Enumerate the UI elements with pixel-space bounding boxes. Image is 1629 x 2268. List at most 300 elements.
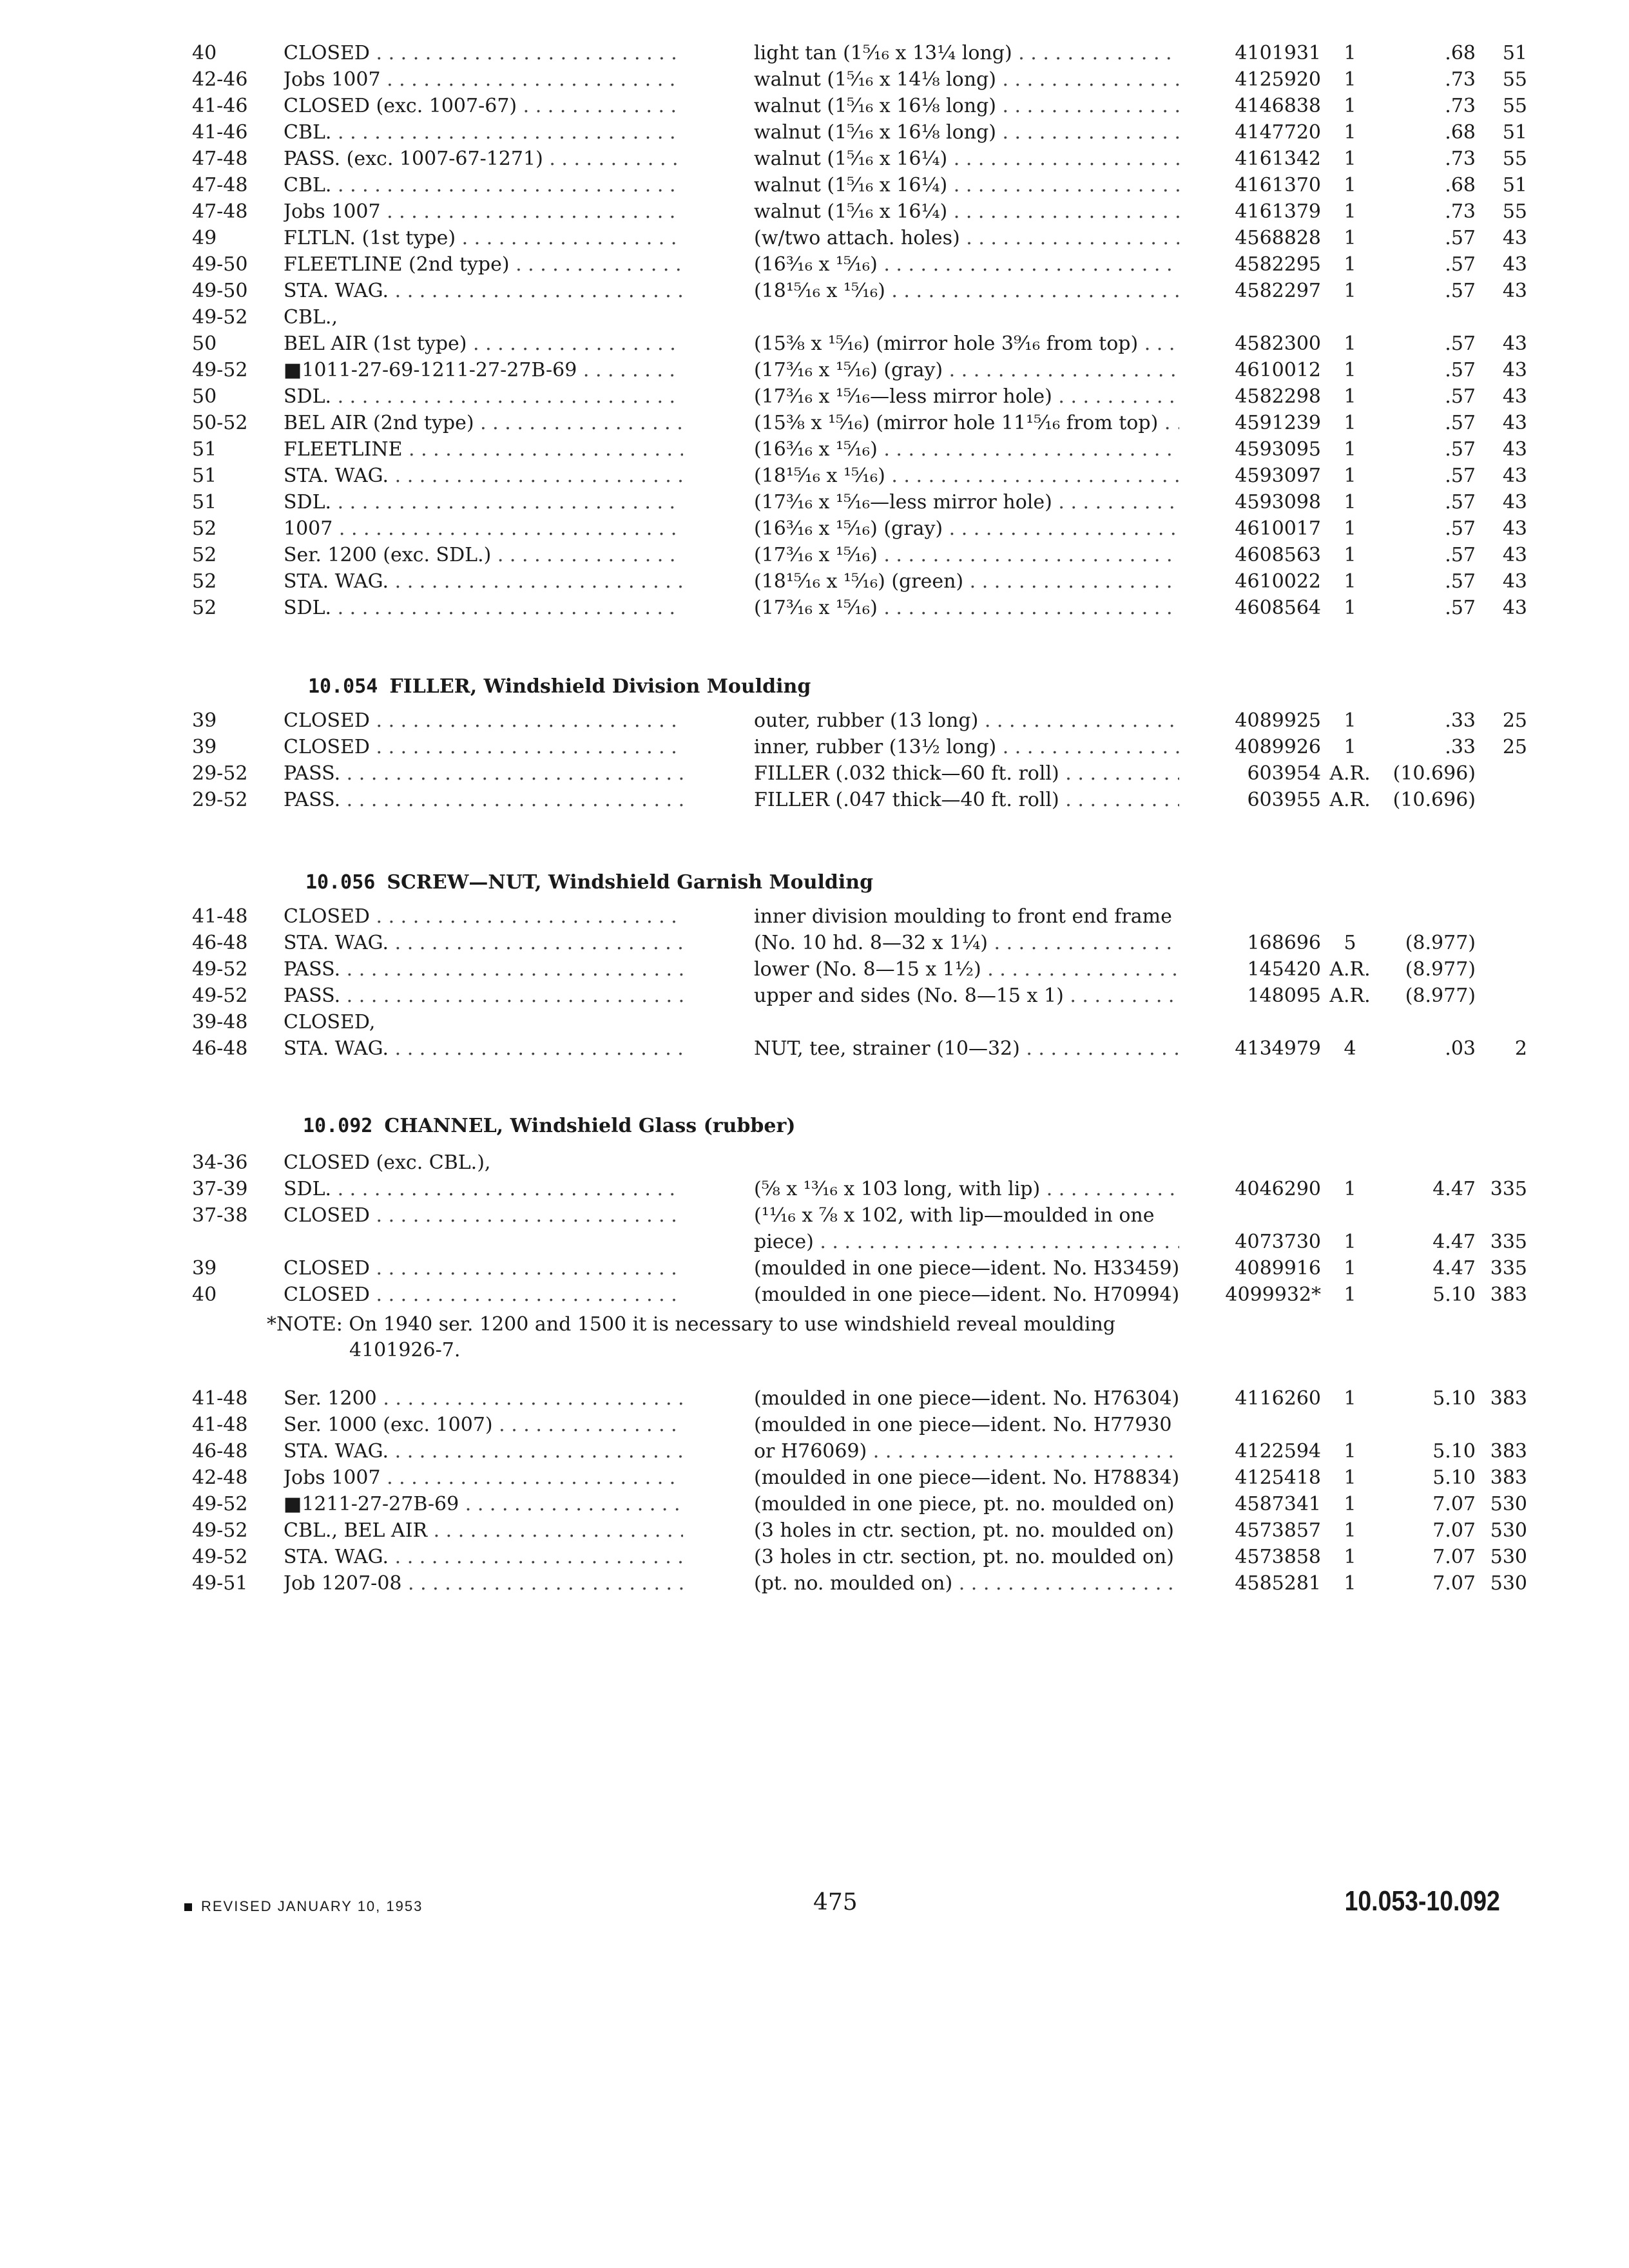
model-cell: PASS. . . . [284, 787, 683, 813]
year-range: 47-48 [192, 148, 248, 170]
price: .57 [1445, 412, 1476, 434]
table-row [0, 1438, 1629, 1465]
description-cell: (18¹⁵⁄₁₆ x ¹⁵⁄₁₆) . . . [754, 278, 1179, 304]
part-number: 4582295 [1235, 253, 1321, 276]
year-range: 49-50 [192, 280, 248, 302]
group-number: 530 [1490, 1572, 1527, 1595]
quantity: 1 [1344, 359, 1356, 381]
section-heading-10-054 [308, 675, 811, 698]
part-number: 4608563 [1235, 544, 1321, 566]
price: .33 [1445, 709, 1476, 732]
quantity: 1 [1344, 736, 1356, 758]
year-range: 39-48 [192, 1011, 248, 1033]
section-title: CHANNEL, Windshield Glass (rubber) [384, 1115, 796, 1137]
description-cell: (18¹⁵⁄₁₆ x ¹⁵⁄₁₆) (green) . . . [754, 568, 1179, 595]
year-range: 49-52 [192, 985, 248, 1007]
group-number: 530 [1490, 1493, 1527, 1515]
description-cell: (No. 10 hd. 8—32 x 1¼) . . . [754, 930, 1179, 956]
model-cell: CLOSED . . . [284, 734, 683, 760]
model-cell: SDL. . . . [284, 489, 683, 515]
group-number: 43 [1502, 359, 1527, 381]
quantity: 4 [1344, 1037, 1356, 1060]
table-row [0, 1412, 1629, 1438]
model-cell: CLOSED . . . [284, 40, 683, 66]
price: 4.47 [1432, 1257, 1476, 1280]
table-row [0, 760, 1629, 787]
section-10-054 [0, 707, 1629, 813]
part-number: 4582298 [1235, 385, 1321, 408]
price: .73 [1445, 68, 1476, 91]
quantity: 1 [1344, 1572, 1356, 1595]
table-row [0, 251, 1629, 278]
quantity: A.R. [1329, 985, 1371, 1007]
group-number: 55 [1502, 148, 1527, 170]
price: .73 [1445, 148, 1476, 170]
model-cell: CBL., BEL AIR . . . [284, 1517, 683, 1544]
quantity: 1 [1344, 174, 1356, 197]
price: .57 [1445, 570, 1476, 593]
year-range: 50-52 [192, 412, 248, 434]
quantity: 1 [1344, 1519, 1356, 1542]
price: .57 [1445, 253, 1476, 276]
table-row [0, 1255, 1629, 1282]
year-range: 49-52 [192, 1493, 248, 1515]
part-number: 4116260 [1235, 1387, 1321, 1410]
table-row [0, 436, 1629, 463]
model-cell: Ser. 1000 (exc. 1007) . . . [284, 1412, 683, 1438]
description-cell: walnut (1⁵⁄₁₆ x 16¼) . . . [754, 146, 1179, 172]
description-cell: (16³⁄₁₆ x ¹⁵⁄₁₆) . . . [754, 436, 1179, 463]
footnote-line: 4101926-7. [349, 1339, 461, 1361]
year-range: 51 [192, 491, 217, 514]
year-range: 49-52 [192, 359, 248, 381]
price: 5.10 [1432, 1387, 1476, 1410]
year-range: 42-46 [192, 68, 248, 91]
section-number: 10.092 [303, 1115, 373, 1137]
description-cell: (moulded in one piece—ident. No. H77930 [754, 1414, 1172, 1436]
quantity: 1 [1344, 412, 1356, 434]
model-cell: PASS. . . . [284, 956, 683, 983]
price: 4.47 [1432, 1231, 1476, 1253]
group-number: 55 [1502, 68, 1527, 91]
quantity: 1 [1344, 517, 1356, 540]
part-number: 4122594 [1235, 1440, 1321, 1463]
table-row [0, 489, 1629, 515]
quantity: 1 [1344, 1231, 1356, 1253]
year-range: 37-39 [192, 1178, 248, 1200]
table-row [0, 956, 1629, 983]
model-cell: CLOSED . . . [284, 1282, 683, 1308]
price: (10.696) [1393, 762, 1476, 785]
section-title: SCREW—NUT, Windshield Garnish Moulding [387, 871, 874, 894]
page-number: 475 [813, 1889, 858, 1916]
quantity: 1 [1344, 385, 1356, 408]
part-number: 4593095 [1235, 438, 1321, 461]
model-cell: CLOSED . . . [284, 903, 683, 930]
part-number: 603954 [1247, 762, 1321, 785]
description-cell: upper and sides (No. 8—15 x 1) . . . [754, 983, 1179, 1009]
quantity: 1 [1344, 597, 1356, 619]
section-number: 10.056 [305, 871, 376, 894]
table-row [0, 172, 1629, 198]
year-range: 39 [192, 1257, 217, 1280]
quantity: 1 [1344, 280, 1356, 302]
year-range: 39 [192, 709, 217, 732]
part-number: 4573858 [1235, 1546, 1321, 1568]
description-cell: (¹¹⁄₁₆ x ⅞ x 102, with lip—moulded in one [754, 1204, 1155, 1227]
description-cell: (moulded in one piece—ident. No. H76304) . . . [754, 1385, 1179, 1412]
model-cell: Job 1207-08 . . . [284, 1570, 683, 1597]
description-cell: (17³⁄₁₆ x ¹⁵⁄₁₆) (gray) . . . [754, 357, 1179, 383]
model-cell: Ser. 1200 . . . [284, 1385, 683, 1412]
price: 7.07 [1432, 1493, 1476, 1515]
part-number: 4089925 [1235, 709, 1321, 732]
section-heading-10-056 [305, 871, 873, 894]
year-range: 49 [192, 227, 217, 249]
table-row [0, 1202, 1629, 1229]
description-cell: (⁵⁄₈ x ¹³⁄₁₆ x 103 long, with lip) . . . [754, 1176, 1179, 1202]
quantity: 1 [1344, 1283, 1356, 1306]
model-cell: Ser. 1200 (exc. SDL.) . . . [284, 542, 683, 568]
table-row [0, 146, 1629, 172]
table-row [0, 357, 1629, 383]
description-cell: (3 holes in ctr. section, pt. no. moulded on) . . . [754, 1517, 1179, 1544]
price: .57 [1445, 359, 1476, 381]
table-row [0, 1035, 1629, 1062]
year-range: 41-48 [192, 1414, 248, 1436]
year-range: 41-46 [192, 121, 248, 144]
group-number: 335 [1490, 1178, 1527, 1200]
quantity: 1 [1344, 1387, 1356, 1410]
year-range: 46-48 [192, 1440, 248, 1463]
table-row [0, 66, 1629, 93]
year-range: 39 [192, 736, 217, 758]
year-range: 40 [192, 1283, 217, 1306]
description-cell: (17³⁄₁₆ x ¹⁵⁄₁₆) . . . [754, 595, 1179, 621]
group-number: 43 [1502, 465, 1527, 487]
model-cell: CLOSED (exc. CBL.), [284, 1151, 491, 1174]
model-cell: 1007 . . . [284, 515, 683, 542]
price: .57 [1445, 280, 1476, 302]
description-cell: inner, rubber (13½ long) . . . [754, 734, 1179, 760]
year-range: 40 [192, 42, 217, 64]
part-number: 4125418 [1235, 1466, 1321, 1489]
year-range: 50 [192, 385, 217, 408]
footnote [267, 1312, 1115, 1363]
quantity: 1 [1344, 491, 1356, 514]
group-number: 43 [1502, 227, 1527, 249]
part-number: 603955 [1247, 789, 1321, 811]
section-range: 10.053-10.092 [1344, 1885, 1500, 1917]
description-cell: (moulded in one piece, pt. no. moulded on) . . . [754, 1491, 1179, 1517]
price: .73 [1445, 95, 1476, 117]
price: .57 [1445, 385, 1476, 408]
part-number: 4610022 [1235, 570, 1321, 593]
quantity: 1 [1344, 544, 1356, 566]
quantity: 1 [1344, 253, 1356, 276]
year-range: 49-52 [192, 1546, 248, 1568]
quantity: 1 [1344, 42, 1356, 64]
section-10-092-continued [0, 1385, 1629, 1597]
quantity: 1 [1344, 148, 1356, 170]
part-number: 4608564 [1235, 597, 1321, 619]
year-range: 52 [192, 570, 217, 593]
quantity: 5 [1344, 932, 1356, 954]
table-row [0, 734, 1629, 760]
description-cell: piece) . . . [754, 1229, 1179, 1255]
section-title: FILLER, Windshield Division Moulding [389, 675, 811, 698]
model-cell: CLOSED . . . [284, 1202, 683, 1229]
revision-note [184, 1898, 423, 1915]
table-row [0, 1176, 1629, 1202]
table-row [0, 787, 1629, 813]
year-range: 29-52 [192, 762, 248, 785]
revision-date: REVISED JANUARY 10, 1953 [201, 1898, 423, 1914]
group-number: 43 [1502, 438, 1527, 461]
year-range: 51 [192, 465, 217, 487]
description-cell: (16³⁄₁₆ x ¹⁵⁄₁₆) (gray) . . . [754, 515, 1179, 542]
group-number: 51 [1502, 42, 1527, 64]
part-number: 4610012 [1235, 359, 1321, 381]
group-number: 51 [1502, 121, 1527, 144]
description-cell: (15⅜ x ¹⁵⁄₁₆) (mirror hole 11¹⁵⁄₁₆ from top) . . . [754, 410, 1179, 436]
group-number: 383 [1490, 1283, 1527, 1306]
table-row [0, 1517, 1629, 1544]
year-range: 29-52 [192, 789, 248, 811]
description-cell: or H76069) . . . [754, 1438, 1179, 1465]
quantity: 1 [1344, 200, 1356, 223]
part-number: 4073730 [1235, 1231, 1321, 1253]
year-range: 46-48 [192, 1037, 248, 1060]
year-range: 49-52 [192, 958, 248, 981]
part-number: 4568828 [1235, 227, 1321, 249]
model-cell: STA. WAG. . . . [284, 1438, 683, 1465]
description-cell: (16³⁄₁₆ x ¹⁵⁄₁₆) . . . [754, 251, 1179, 278]
quantity: 1 [1344, 95, 1356, 117]
price: .57 [1445, 517, 1476, 540]
year-range: 41-48 [192, 905, 248, 928]
price: 4.47 [1432, 1178, 1476, 1200]
description-cell: (18¹⁵⁄₁₆ x ¹⁵⁄₁₆) . . . [754, 463, 1179, 489]
quantity: 1 [1344, 465, 1356, 487]
quantity: 1 [1344, 1493, 1356, 1515]
quantity: 1 [1344, 1440, 1356, 1463]
description-cell: walnut (1⁵⁄₁₆ x 16¼) . . . [754, 198, 1179, 225]
description-cell: lower (No. 8—15 x 1½) . . . [754, 956, 1179, 983]
quantity: 1 [1344, 438, 1356, 461]
model-cell: FLTLN. (1st type) . . . [284, 225, 683, 251]
model-cell: SDL. . . . [284, 383, 683, 410]
price: .68 [1445, 42, 1476, 64]
price: (8.977) [1405, 985, 1476, 1007]
model-cell: CBL. . . . [284, 119, 683, 146]
quantity: 1 [1344, 1546, 1356, 1568]
section-10-056 [0, 903, 1629, 1062]
price: .57 [1445, 544, 1476, 566]
part-number: 4582300 [1235, 332, 1321, 355]
group-number: 335 [1490, 1231, 1527, 1253]
quantity: 1 [1344, 227, 1356, 249]
description-cell: walnut (1⁵⁄₁₆ x 16⅛ long) . . . [754, 119, 1179, 146]
year-range: 37-38 [192, 1204, 248, 1227]
model-cell: FLEETLINE . . . [284, 436, 683, 463]
part-number: 4125920 [1235, 68, 1321, 91]
part-number: 4089926 [1235, 736, 1321, 758]
quantity: 1 [1344, 709, 1356, 732]
section-10-092 [0, 1149, 1629, 1308]
table-row [0, 1009, 1629, 1035]
year-range: 47-48 [192, 200, 248, 223]
section-number: 10.054 [308, 675, 378, 698]
table-row [0, 304, 1629, 331]
description-cell: (pt. no. moulded on) . . . [754, 1570, 1179, 1597]
model-cell: PASS. . . . [284, 760, 683, 787]
table-row [0, 93, 1629, 119]
description-cell: FILLER (.047 thick—40 ft. roll) . . . [754, 787, 1179, 813]
revision-mark-icon [184, 1903, 192, 1911]
quantity: A.R. [1329, 789, 1371, 811]
part-number: 4593098 [1235, 491, 1321, 514]
group-number: 55 [1502, 200, 1527, 223]
description-cell: walnut (1⁵⁄₁₆ x 16⅛ long) . . . [754, 93, 1179, 119]
year-range: 49-50 [192, 253, 248, 276]
table-row [0, 983, 1629, 1009]
year-range: 46-48 [192, 932, 248, 954]
table-row [0, 542, 1629, 568]
part-number: 4147720 [1235, 121, 1321, 144]
part-number: 4573857 [1235, 1519, 1321, 1542]
quantity: 1 [1344, 332, 1356, 355]
table-row [0, 383, 1629, 410]
year-range: 41-46 [192, 95, 248, 117]
year-range: 49-51 [192, 1572, 248, 1595]
section-heading-10-092 [303, 1115, 795, 1137]
section-10-053 [0, 40, 1629, 621]
model-cell: PASS. . . . [284, 983, 683, 1009]
price: (8.977) [1405, 932, 1476, 954]
footnote-line: *NOTE: On 1940 ser. 1200 and 1500 it is necessary to use windshield reveal moulding [267, 1313, 1115, 1336]
part-number: 4134979 [1235, 1037, 1321, 1060]
table-row [0, 463, 1629, 489]
group-number: 383 [1490, 1387, 1527, 1410]
group-number: 43 [1502, 597, 1527, 619]
group-number: 25 [1502, 709, 1527, 732]
part-number: 4161370 [1235, 174, 1321, 197]
table-row [0, 1491, 1629, 1517]
description-cell: (17³⁄₁₆ x ¹⁵⁄₁₆—less mirror hole) . . . [754, 489, 1179, 515]
model-cell: CLOSED . . . [284, 707, 683, 734]
model-cell: STA. WAG. . . . [284, 463, 683, 489]
description-cell: walnut (1⁵⁄₁₆ x 14⅛ long) . . . [754, 66, 1179, 93]
part-number: 145420 [1247, 958, 1321, 981]
description-cell: (moulded in one piece—ident. No. H78834) . . . [754, 1465, 1179, 1491]
table-row [0, 1149, 1629, 1176]
quantity: 1 [1344, 121, 1356, 144]
table-row [0, 119, 1629, 146]
table-row [0, 1282, 1629, 1308]
model-cell: ■1211-27-27B-69 . . . [284, 1491, 683, 1517]
table-row [0, 331, 1629, 357]
group-number: 43 [1502, 332, 1527, 355]
year-range: 52 [192, 544, 217, 566]
price: 5.10 [1432, 1466, 1476, 1489]
group-number: 530 [1490, 1546, 1527, 1568]
table-row [0, 198, 1629, 225]
group-number: 2 [1514, 1037, 1527, 1060]
price: 7.07 [1432, 1519, 1476, 1542]
part-number: 4161379 [1235, 200, 1321, 223]
price: 5.10 [1432, 1283, 1476, 1306]
group-number: 43 [1502, 491, 1527, 514]
group-number: 43 [1502, 253, 1527, 276]
quantity: A.R. [1329, 762, 1371, 785]
part-number: 4146838 [1235, 95, 1321, 117]
year-range: 49-52 [192, 306, 248, 329]
part-number: 4591239 [1235, 412, 1321, 434]
description-cell: FILLER (.032 thick—60 ft. roll) . . . [754, 760, 1179, 787]
model-cell: SDL. . . . [284, 1176, 683, 1202]
description-cell: outer, rubber (13 long) . . . [754, 707, 1179, 734]
price: .68 [1445, 121, 1476, 144]
table-row [0, 903, 1629, 930]
table-row [0, 515, 1629, 542]
model-cell: SDL. . . . [284, 595, 683, 621]
group-number: 43 [1502, 517, 1527, 540]
quantity: 1 [1344, 570, 1356, 593]
group-number: 335 [1490, 1257, 1527, 1280]
part-number: 148095 [1247, 985, 1321, 1007]
quantity: 1 [1344, 1257, 1356, 1280]
model-cell: CBL. . . . [284, 172, 683, 198]
price: 5.10 [1432, 1440, 1476, 1463]
price: .57 [1445, 227, 1476, 249]
part-number: 4593097 [1235, 465, 1321, 487]
part-number: 4099932* [1225, 1283, 1321, 1306]
model-cell: Jobs 1007 . . . [284, 1465, 683, 1491]
description-cell: (17³⁄₁₆ x ¹⁵⁄₁₆—less mirror hole) . . . [754, 383, 1179, 410]
quantity: A.R. [1329, 958, 1371, 981]
price: .57 [1445, 438, 1476, 461]
model-cell: Jobs 1007 . . . [284, 66, 683, 93]
description-cell: light tan (1⁵⁄₁₆ x 13¼ long) . . . [754, 40, 1179, 66]
year-range: 41-48 [192, 1387, 248, 1410]
price: (8.977) [1405, 958, 1476, 981]
group-number: 55 [1502, 95, 1527, 117]
table-row [0, 40, 1629, 66]
price: 7.07 [1432, 1546, 1476, 1568]
table-row [0, 410, 1629, 436]
price: (10.696) [1393, 789, 1476, 811]
part-number: 4587341 [1235, 1493, 1321, 1515]
table-row [0, 1229, 1629, 1255]
table-row [0, 1465, 1629, 1491]
table-row [0, 225, 1629, 251]
description-cell: (moulded in one piece—ident. No. H33459) . . . [754, 1255, 1179, 1282]
quantity: 1 [1344, 68, 1356, 91]
price: .57 [1445, 332, 1476, 355]
year-range: 52 [192, 517, 217, 540]
group-number: 51 [1502, 174, 1527, 197]
part-number: 4582297 [1235, 280, 1321, 302]
group-number: 383 [1490, 1466, 1527, 1489]
year-range: 49-52 [192, 1519, 248, 1542]
description-cell: (w/two attach. holes) . . . [754, 225, 1179, 251]
model-cell: STA. WAG. . . . [284, 930, 683, 956]
price: .57 [1445, 491, 1476, 514]
group-number: 383 [1490, 1440, 1527, 1463]
group-number: 25 [1502, 736, 1527, 758]
table-row [0, 1544, 1629, 1570]
